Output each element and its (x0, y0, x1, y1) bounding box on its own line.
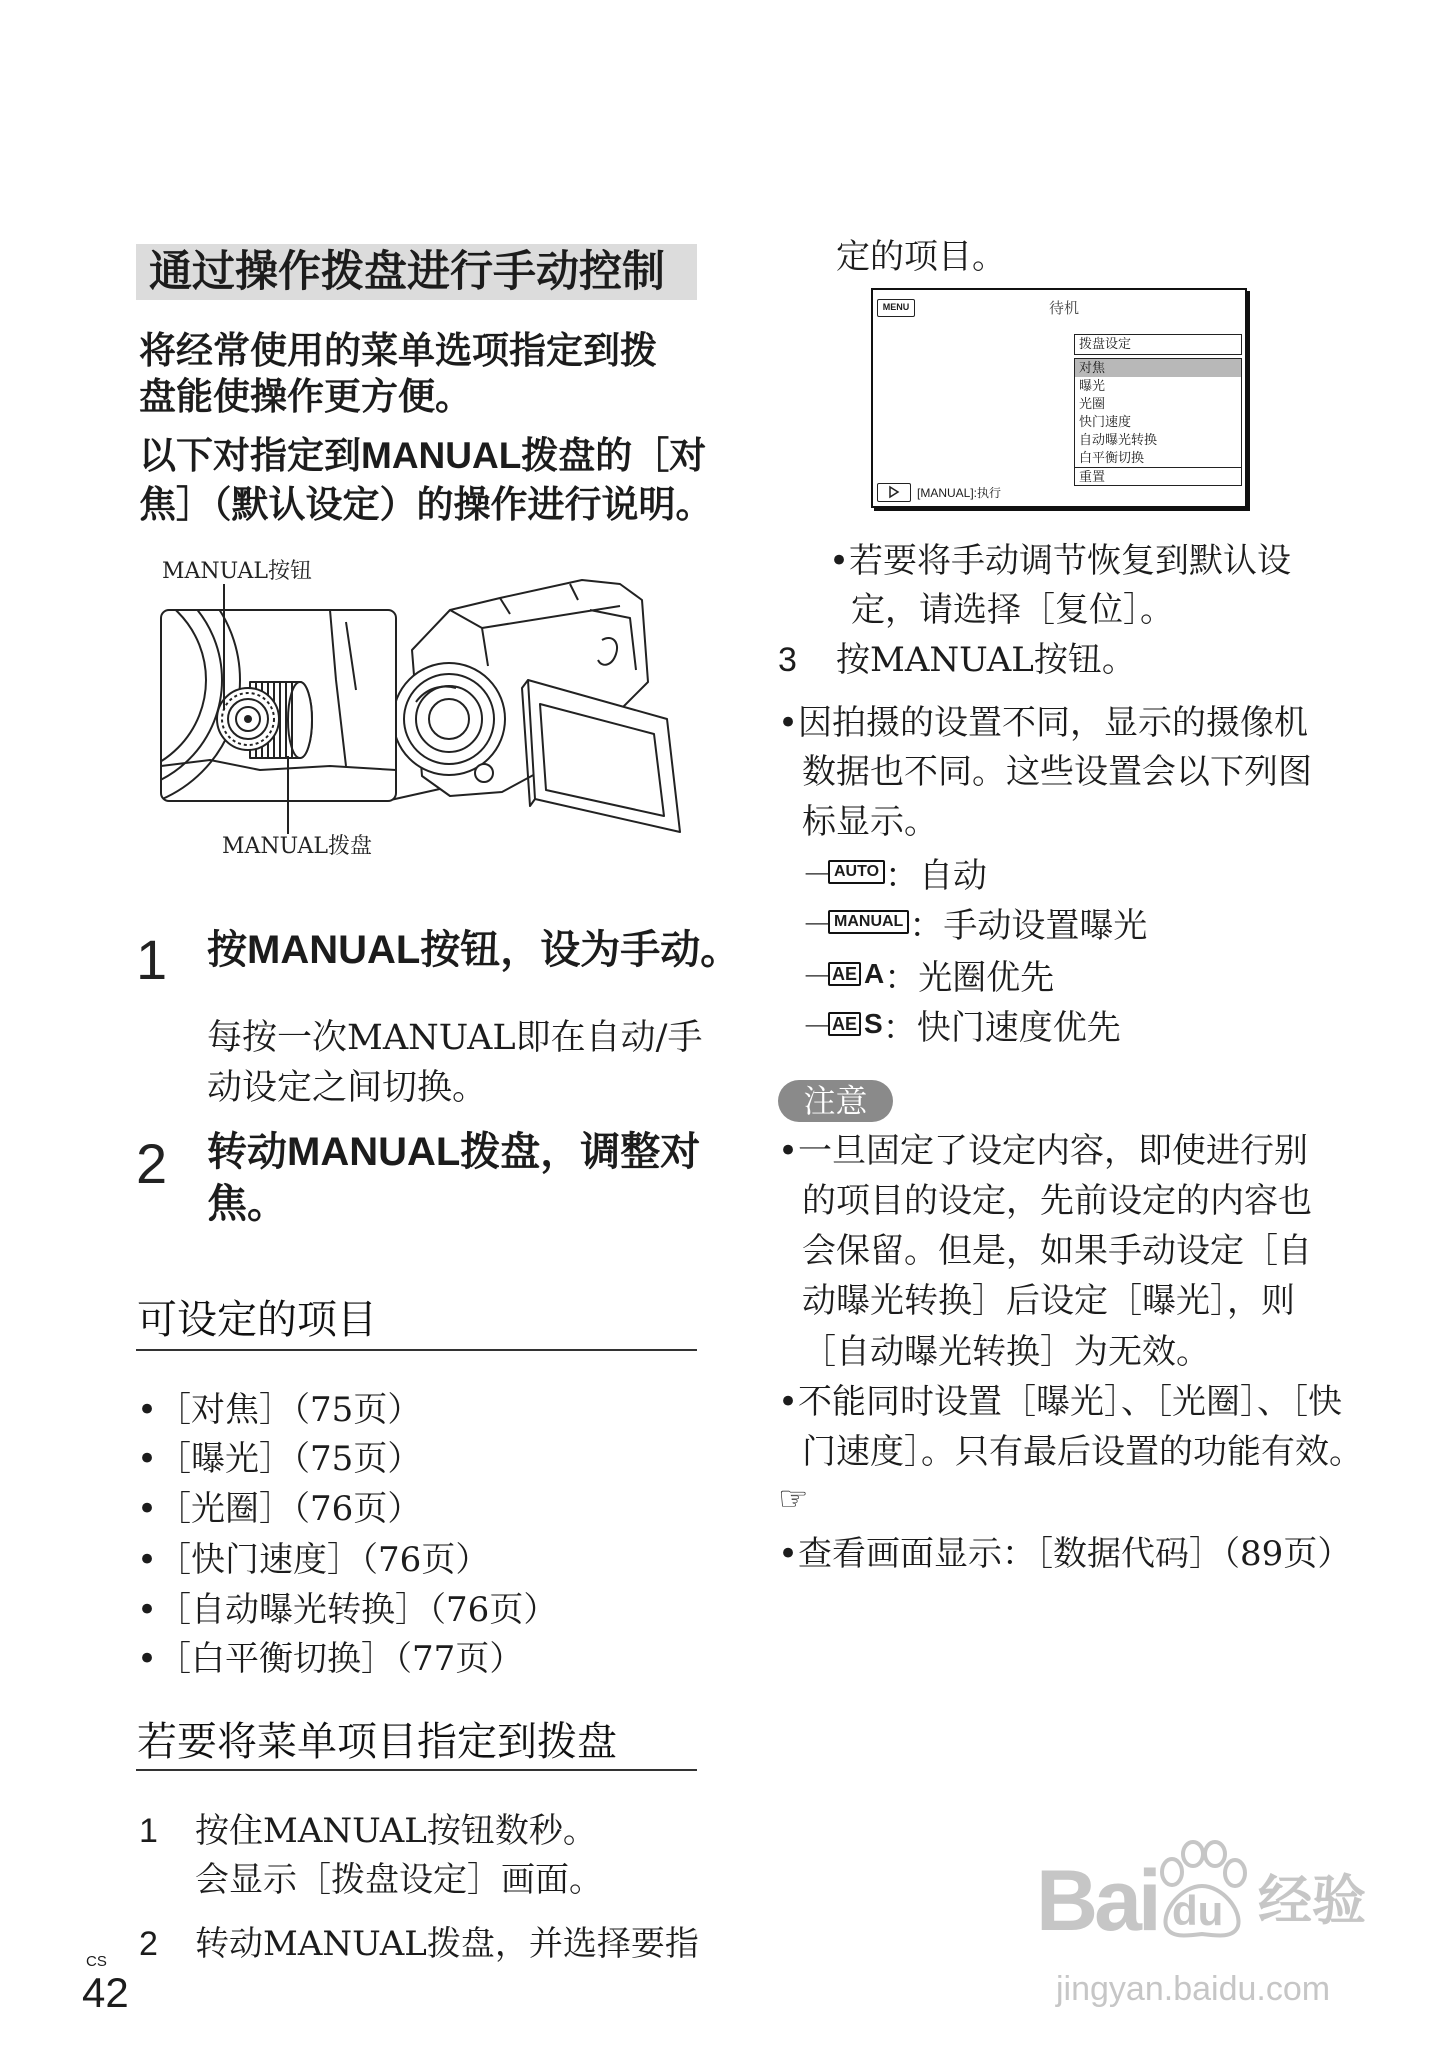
list-item: •［自动曝光转换］（76页） (137, 1590, 558, 1630)
assign-step-text: 会显示［拨盘设定］画面。 (195, 1860, 603, 1900)
camcorder-illustration (150, 570, 690, 850)
step-body: 每按一次MANUAL即在自动/手 (207, 1018, 703, 1058)
dash: － (802, 1010, 832, 1045)
reset-note: •若要将手动调节恢复到默认设 (829, 541, 1292, 581)
intro-line: 焦］（默认设定）的操作进行说明。 (139, 484, 713, 525)
display-note: 数据也不同。这些设置会以下列图 (802, 752, 1312, 792)
step-number: 3 (778, 641, 797, 679)
continued-text: 定的项目。 (836, 237, 1006, 277)
list-item-wb-shift: 白平衡切换 (1079, 450, 1145, 465)
list-item-focus: 对焦 (1075, 359, 1241, 377)
settable-items-heading: 可设定的项目 (137, 1298, 377, 1342)
step-number: 2 (136, 1132, 168, 1195)
playback-icon (877, 483, 911, 502)
assign-heading: 若要将菜单项目指定到拨盘 (137, 1720, 617, 1764)
step-title: 按MANUAL按钮，设为手动。 (207, 928, 741, 972)
list-item: •［光圈］（76页） (137, 1489, 422, 1529)
list-item-ae-shift: 自动曝光转换 (1079, 432, 1158, 447)
standby-status: 待机 (1049, 300, 1080, 317)
watermark-bai: Bai (1036, 1853, 1158, 1949)
dial-setting-title: 拨盘设定 (1074, 334, 1242, 355)
dash: － (802, 960, 832, 995)
display-note: •因拍摄的设置不同，显示的摄像机 (778, 703, 1309, 743)
camcorder-body (393, 580, 680, 832)
indicator-aperture-priority (802, 957, 1055, 998)
shutter-letter: S (864, 1008, 883, 1039)
reset-note: 定，请选择［复位］。 (851, 590, 1174, 630)
pointing-hand-icon (778, 1482, 808, 1516)
indicator-label: ：快门速度优先 (882, 1007, 1121, 1048)
indicator-auto (802, 855, 988, 896)
manual-button-label: MANUAL按钮 (162, 559, 313, 584)
list-item: •［对焦］（75页） (137, 1390, 422, 1430)
manual-dial-label: MANUAL拨盘 (222, 834, 373, 859)
list-item: •［白平衡切换］（77页） (137, 1639, 524, 1679)
intro-line: 以下对指定到MANUAL拨盘的［对 (139, 435, 707, 476)
intro-line: 盘能使操作更方便。 (139, 376, 472, 417)
list-item-reset: 重置 (1075, 467, 1241, 486)
assign-step-number: 2 (139, 1925, 158, 1963)
step-text: 按MANUAL按钮。 (836, 640, 1136, 680)
section-title-box (136, 244, 697, 300)
reference-link: •查看画面显示：［数据代码］（89页） (778, 1534, 1352, 1574)
aperture-letter: A (864, 958, 885, 989)
caution-note: 会保留。但是，如果手动设定［自 (802, 1231, 1312, 1271)
indicator-label: ：自动 (885, 855, 988, 896)
manual-icon: MANUAL (828, 910, 909, 934)
indicator-manual (802, 905, 1148, 946)
section-title: 通过操作拨盘进行手动控制 (149, 247, 665, 296)
indicator-label: ：光圈优先 (884, 957, 1055, 998)
heading-rule (136, 1769, 697, 1771)
caution-note: 动曝光转换］后设定［曝光］，则 (802, 1281, 1295, 1321)
ae-icon: AE (828, 1012, 861, 1036)
watermark-jingyan: 经验 (1258, 1871, 1366, 1931)
dash: － (802, 908, 832, 943)
assign-step-text: 转动MANUAL拨盘，并选择要指 (195, 1924, 699, 1964)
page-number: 42 (82, 1969, 129, 2016)
list-item: •［曝光］（75页） (137, 1439, 422, 1479)
caution-note: •一旦固定了设定内容，即使进行别 (778, 1131, 1309, 1171)
intro-line: 将经常使用的菜单选项指定到拨 (139, 330, 657, 371)
heading-rule (136, 1349, 697, 1351)
menu-button: MENU (877, 299, 915, 317)
indicator-label: ：手动设置曝光 (909, 905, 1148, 946)
ae-icon: AE (828, 962, 861, 986)
list-item-shutter-speed: 快门速度 (1079, 414, 1132, 429)
step-title: 焦。 (207, 1182, 287, 1226)
step-title: 转动MANUAL拨盘，调整对 (207, 1130, 701, 1174)
dial-setting-screen (871, 288, 1247, 508)
dial-setting-list (1074, 358, 1242, 486)
auto-icon: AUTO (828, 860, 885, 884)
watermark-du: du (1172, 1887, 1224, 1934)
indicator-shutter-priority (802, 1007, 1121, 1048)
display-note: 标显示。 (802, 802, 938, 842)
list-item-iris: 光圈 (1079, 396, 1106, 411)
step-body: 动设定之间切换。 (207, 1068, 488, 1108)
watermark-url: jingyan.baidu.com (1056, 1970, 1331, 2008)
list-item-exposure: 曝光 (1079, 378, 1106, 393)
dash: － (802, 858, 832, 893)
execute-hint: [MANUAL]:执行 (917, 486, 1002, 500)
language-code: CS (86, 1953, 107, 1970)
assign-step-text: 按住MANUAL按钮数秒。 (195, 1811, 597, 1851)
caution-badge: 注意 (778, 1080, 893, 1122)
caution-note: 的项目的设定，先前设定的内容也 (802, 1181, 1312, 1221)
caution-note: •不能同时设置［曝光］、［光圈］、［快 (778, 1382, 1343, 1422)
assign-step-number: 1 (139, 1812, 158, 1850)
caution-note: 门速度］。只有最后设置的功能有效。 (802, 1432, 1363, 1472)
list-item: •［快门速度］（76页） (137, 1540, 490, 1580)
step-number: 1 (136, 928, 168, 991)
caution-note: ［自动曝光转换］为无效。 (802, 1332, 1210, 1372)
